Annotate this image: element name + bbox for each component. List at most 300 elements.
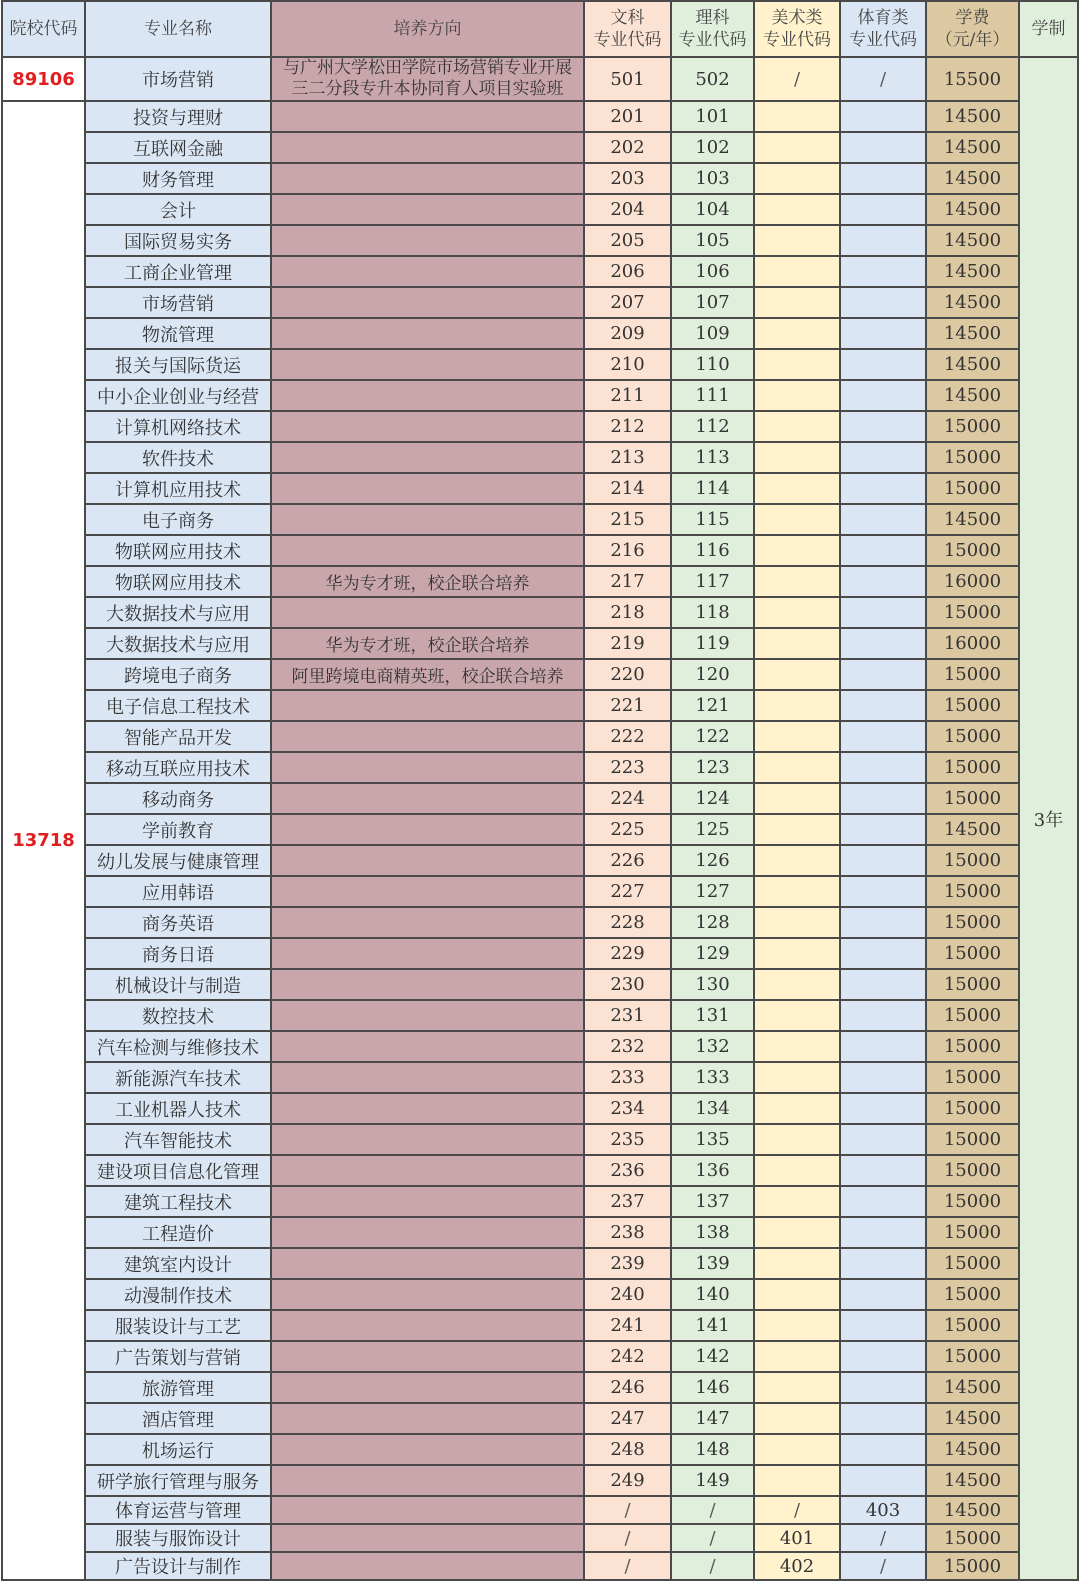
- table-row: [2, 473, 1078, 504]
- major-name-cell: 汽车智能技术: [85, 1124, 271, 1155]
- direction-cell: [271, 845, 584, 876]
- wen-code-cell: 249: [584, 1465, 671, 1496]
- table-row: [2, 349, 1078, 380]
- direction-cell: [271, 349, 584, 380]
- header-wen-code: 文科 专业代码: [584, 1, 671, 57]
- wen-code-cell: 207: [584, 287, 671, 318]
- art-code-cell: [754, 101, 840, 132]
- direction-cell: [271, 1496, 584, 1524]
- direction-cell: [271, 287, 584, 318]
- sport-code-cell: [840, 1434, 926, 1465]
- sport-code-cell: [840, 845, 926, 876]
- direction-cell: [271, 1434, 584, 1465]
- table-row: [2, 57, 1078, 101]
- li-code-cell: /: [671, 1552, 754, 1580]
- major-name-cell: 工商企业管理: [85, 256, 271, 287]
- table-row: [2, 1434, 1078, 1465]
- fee-cell: 14500: [926, 1372, 1019, 1403]
- art-code-cell: [754, 1155, 840, 1186]
- sport-code-cell: [840, 1465, 926, 1496]
- sport-code-cell: [840, 1372, 926, 1403]
- art-code-cell: [754, 1403, 840, 1434]
- art-code-cell: [754, 132, 840, 163]
- school-code-cell: 13718: [2, 101, 85, 1580]
- major-name-cell: 软件技术: [85, 442, 271, 473]
- direction-cell: [271, 721, 584, 752]
- wen-code-cell: 240: [584, 1279, 671, 1310]
- li-code-cell: 121: [671, 690, 754, 721]
- direction-cell: [271, 256, 584, 287]
- table-row: [2, 535, 1078, 566]
- wen-code-cell: 211: [584, 380, 671, 411]
- major-name-cell: 报关与国际货运: [85, 349, 271, 380]
- li-code-cell: 136: [671, 1155, 754, 1186]
- wen-code-cell: 226: [584, 845, 671, 876]
- li-code-cell: 142: [671, 1341, 754, 1372]
- wen-code-cell: 246: [584, 1372, 671, 1403]
- major-name-cell: 建设项目信息化管理: [85, 1155, 271, 1186]
- fee-cell: 14500: [926, 101, 1019, 132]
- fee-cell: 15000: [926, 721, 1019, 752]
- art-code-cell: 402: [754, 1552, 840, 1580]
- sport-code-cell: /: [840, 1524, 926, 1552]
- fee-cell: 14500: [926, 1434, 1019, 1465]
- sport-code-cell: [840, 504, 926, 535]
- art-code-cell: [754, 194, 840, 225]
- sport-code-cell: [840, 783, 926, 814]
- table-row: [2, 194, 1078, 225]
- li-code-cell: 130: [671, 969, 754, 1000]
- fee-cell: 14500: [926, 1465, 1019, 1496]
- wen-code-cell: 213: [584, 442, 671, 473]
- sport-code-cell: [840, 1217, 926, 1248]
- wen-code-cell: 209: [584, 318, 671, 349]
- wen-code-cell: 241: [584, 1310, 671, 1341]
- table-row: [2, 597, 1078, 628]
- li-code-cell: 122: [671, 721, 754, 752]
- direction-cell: [271, 1372, 584, 1403]
- major-name-cell: 幼儿发展与健康管理: [85, 845, 271, 876]
- sport-code-cell: [840, 814, 926, 845]
- sport-code-cell: [840, 287, 926, 318]
- fee-cell: 15000: [926, 1062, 1019, 1093]
- fee-cell: 15000: [926, 690, 1019, 721]
- wen-code-cell: 215: [584, 504, 671, 535]
- li-code-cell: 106: [671, 256, 754, 287]
- wen-code-cell: 205: [584, 225, 671, 256]
- wen-code-cell: 206: [584, 256, 671, 287]
- art-code-cell: [754, 690, 840, 721]
- sport-code-cell: [840, 318, 926, 349]
- table-row: [2, 566, 1078, 597]
- li-code-cell: 115: [671, 504, 754, 535]
- direction-cell: [271, 969, 584, 1000]
- li-code-cell: /: [671, 1524, 754, 1552]
- wen-code-cell: 235: [584, 1124, 671, 1155]
- major-name-cell: 中小企业创业与经营: [85, 380, 271, 411]
- fee-cell: 15000: [926, 876, 1019, 907]
- fee-cell: 14500: [926, 1403, 1019, 1434]
- direction-cell: [271, 442, 584, 473]
- direction-cell: [271, 938, 584, 969]
- direction-cell: [271, 1000, 584, 1031]
- li-code-cell: 124: [671, 783, 754, 814]
- wen-code-cell: 216: [584, 535, 671, 566]
- table-row: [2, 1496, 1078, 1524]
- major-name-cell: 广告策划与营销: [85, 1341, 271, 1372]
- table-row: [2, 1465, 1078, 1496]
- fee-cell: 15000: [926, 1217, 1019, 1248]
- header-li-code: 理科 专业代码: [671, 1, 754, 57]
- direction-cell: [271, 101, 584, 132]
- table-row: [2, 969, 1078, 1000]
- direction-cell: [271, 1093, 584, 1124]
- sport-code-cell: [840, 597, 926, 628]
- fee-cell: 15000: [926, 907, 1019, 938]
- table-row: [2, 380, 1078, 411]
- art-code-cell: [754, 442, 840, 473]
- art-code-cell: [754, 752, 840, 783]
- table-row: [2, 1000, 1078, 1031]
- wen-code-cell: 212: [584, 411, 671, 442]
- major-name-cell: 机场运行: [85, 1434, 271, 1465]
- table-row: [2, 1310, 1078, 1341]
- sport-code-cell: [840, 194, 926, 225]
- art-code-cell: [754, 1248, 840, 1279]
- major-name-cell: 服装与服饰设计: [85, 1524, 271, 1552]
- major-name-cell: 体育运营与管理: [85, 1496, 271, 1524]
- li-code-cell: 109: [671, 318, 754, 349]
- direction-cell: [271, 1524, 584, 1552]
- art-code-cell: [754, 1062, 840, 1093]
- li-code-cell: 103: [671, 163, 754, 194]
- major-name-cell: 数控技术: [85, 1000, 271, 1031]
- direction-cell: [271, 1403, 584, 1434]
- major-name-cell: 学前教育: [85, 814, 271, 845]
- fee-cell: 15000: [926, 969, 1019, 1000]
- direction-cell: [271, 907, 584, 938]
- major-name-cell: 会计: [85, 194, 271, 225]
- direction-cell: [271, 411, 584, 442]
- table-row: [2, 442, 1078, 473]
- wen-code-cell: 238: [584, 1217, 671, 1248]
- direction-cell: [271, 380, 584, 411]
- major-name-cell: 工业机器人技术: [85, 1093, 271, 1124]
- wen-code-cell: 227: [584, 876, 671, 907]
- direction-cell: 华为专才班，校企联合培养: [271, 628, 584, 659]
- direction-cell: [271, 876, 584, 907]
- fee-cell: 15500: [926, 57, 1019, 101]
- major-name-cell: 互联网金融: [85, 132, 271, 163]
- major-name-cell: 电子商务: [85, 504, 271, 535]
- wen-code-cell: 223: [584, 752, 671, 783]
- wen-code-cell: 219: [584, 628, 671, 659]
- fee-cell: 14500: [926, 256, 1019, 287]
- wen-code-cell: 247: [584, 1403, 671, 1434]
- table-row: [2, 287, 1078, 318]
- li-code-cell: 111: [671, 380, 754, 411]
- li-code-cell: 137: [671, 1186, 754, 1217]
- direction-cell: 华为专才班，校企联合培养: [271, 566, 584, 597]
- major-name-cell: 动漫制作技术: [85, 1279, 271, 1310]
- fee-cell: 14500: [926, 225, 1019, 256]
- fee-cell: 15000: [926, 1031, 1019, 1062]
- art-code-cell: [754, 535, 840, 566]
- table-row: [2, 318, 1078, 349]
- fee-cell: 15000: [926, 1186, 1019, 1217]
- fee-cell: 14500: [926, 163, 1019, 194]
- sport-code-cell: [840, 442, 926, 473]
- direction-cell: [271, 1186, 584, 1217]
- direction-cell: [271, 1124, 584, 1155]
- fee-cell: 15000: [926, 1524, 1019, 1552]
- duration-cell: 3年: [1019, 57, 1078, 1580]
- wen-code-cell: 501: [584, 57, 671, 101]
- major-name-cell: 酒店管理: [85, 1403, 271, 1434]
- li-code-cell: 148: [671, 1434, 754, 1465]
- art-code-cell: [754, 473, 840, 504]
- table-row: [2, 1186, 1078, 1217]
- major-name-cell: 建筑工程技术: [85, 1186, 271, 1217]
- direction-cell: [271, 1465, 584, 1496]
- art-code-cell: [754, 1372, 840, 1403]
- li-code-cell: 134: [671, 1093, 754, 1124]
- direction-cell: [271, 318, 584, 349]
- direction-cell: [271, 1062, 584, 1093]
- fee-cell: 15000: [926, 845, 1019, 876]
- li-code-cell: 133: [671, 1062, 754, 1093]
- fee-cell: 15000: [926, 1341, 1019, 1372]
- major-name-cell: 大数据技术与应用: [85, 597, 271, 628]
- fee-cell: 15000: [926, 1310, 1019, 1341]
- li-code-cell: 141: [671, 1310, 754, 1341]
- table-row: [2, 628, 1078, 659]
- li-code-cell: 140: [671, 1279, 754, 1310]
- fee-cell: 15000: [926, 1248, 1019, 1279]
- art-code-cell: [754, 845, 840, 876]
- major-name-cell: 工程造价: [85, 1217, 271, 1248]
- fee-cell: 15000: [926, 597, 1019, 628]
- table-row: [2, 256, 1078, 287]
- li-code-cell: 101: [671, 101, 754, 132]
- li-code-cell: 118: [671, 597, 754, 628]
- fee-cell: 15000: [926, 752, 1019, 783]
- art-code-cell: [754, 659, 840, 690]
- sport-code-cell: [840, 256, 926, 287]
- art-code-cell: [754, 1310, 840, 1341]
- fee-cell: 15000: [926, 1155, 1019, 1186]
- li-code-cell: 107: [671, 287, 754, 318]
- sport-code-cell: [840, 1248, 926, 1279]
- table-row: [2, 659, 1078, 690]
- art-code-cell: [754, 907, 840, 938]
- art-code-cell: [754, 411, 840, 442]
- wen-code-cell: 230: [584, 969, 671, 1000]
- table-row: [2, 814, 1078, 845]
- header-major-name: 专业名称: [85, 1, 271, 57]
- sport-code-cell: [840, 1341, 926, 1372]
- sport-code-cell: [840, 876, 926, 907]
- direction-cell: 与广州大学松田学院市场营销专业开展三二分段专升本协同育人项目实验班: [271, 57, 584, 101]
- major-name-cell: 物流管理: [85, 318, 271, 349]
- sport-code-cell: 403: [840, 1496, 926, 1524]
- fee-cell: 15000: [926, 1093, 1019, 1124]
- wen-code-cell: 222: [584, 721, 671, 752]
- art-code-cell: [754, 876, 840, 907]
- sport-code-cell: [840, 163, 926, 194]
- li-code-cell: 138: [671, 1217, 754, 1248]
- li-code-cell: 114: [671, 473, 754, 504]
- table-row: [2, 1155, 1078, 1186]
- direction-cell: [271, 504, 584, 535]
- wen-code-cell: 210: [584, 349, 671, 380]
- art-code-cell: [754, 628, 840, 659]
- wen-code-cell: 239: [584, 1248, 671, 1279]
- art-code-cell: /: [754, 1496, 840, 1524]
- sport-code-cell: [840, 690, 926, 721]
- sport-code-cell: [840, 752, 926, 783]
- fee-cell: 15000: [926, 1552, 1019, 1580]
- major-name-cell: 市场营销: [85, 57, 271, 101]
- sport-code-cell: [840, 1155, 926, 1186]
- direction-cell: [271, 163, 584, 194]
- table-row: [2, 504, 1078, 535]
- art-code-cell: [754, 163, 840, 194]
- art-code-cell: [754, 287, 840, 318]
- fee-cell: 15000: [926, 411, 1019, 442]
- li-code-cell: 110: [671, 349, 754, 380]
- art-code-cell: [754, 504, 840, 535]
- li-code-cell: 147: [671, 1403, 754, 1434]
- table-row: [2, 163, 1078, 194]
- art-code-cell: [754, 1031, 840, 1062]
- major-name-cell: 汽车检测与维修技术: [85, 1031, 271, 1062]
- table-row: [2, 876, 1078, 907]
- li-code-cell: 149: [671, 1465, 754, 1496]
- sport-code-cell: [840, 1124, 926, 1155]
- art-code-cell: [754, 225, 840, 256]
- wen-code-cell: 202: [584, 132, 671, 163]
- table-row: [2, 721, 1078, 752]
- sport-code-cell: [840, 566, 926, 597]
- header-school-code: 院校代码: [2, 1, 85, 57]
- fee-cell: 14500: [926, 814, 1019, 845]
- li-code-cell: 102: [671, 132, 754, 163]
- wen-code-cell: /: [584, 1552, 671, 1580]
- sport-code-cell: [840, 1310, 926, 1341]
- wen-code-cell: 217: [584, 566, 671, 597]
- wen-code-cell: 225: [584, 814, 671, 845]
- header-sport-code: 体育类 专业代码: [840, 1, 926, 57]
- fee-cell: 15000: [926, 659, 1019, 690]
- table-row: [2, 1093, 1078, 1124]
- major-name-cell: 商务日语: [85, 938, 271, 969]
- table-row: [2, 1403, 1078, 1434]
- art-code-cell: [754, 256, 840, 287]
- sport-code-cell: [840, 349, 926, 380]
- direction-cell: [271, 1217, 584, 1248]
- sport-code-cell: [840, 938, 926, 969]
- direction-cell: [271, 1031, 584, 1062]
- majors-table: [1, 0, 1079, 1581]
- table-row: [2, 1031, 1078, 1062]
- fee-cell: 15000: [926, 1124, 1019, 1155]
- major-name-cell: 移动商务: [85, 783, 271, 814]
- wen-code-cell: 237: [584, 1186, 671, 1217]
- sport-code-cell: [840, 380, 926, 411]
- li-code-cell: 104: [671, 194, 754, 225]
- major-name-cell: 建筑室内设计: [85, 1248, 271, 1279]
- art-code-cell: [754, 1217, 840, 1248]
- wen-code-cell: 232: [584, 1031, 671, 1062]
- li-code-cell: 105: [671, 225, 754, 256]
- major-name-cell: 跨境电子商务: [85, 659, 271, 690]
- table-row: [2, 1524, 1078, 1552]
- table-row: [2, 1279, 1078, 1310]
- sport-code-cell: [840, 1031, 926, 1062]
- major-name-cell: 应用韩语: [85, 876, 271, 907]
- fee-cell: 16000: [926, 628, 1019, 659]
- major-name-cell: 电子信息工程技术: [85, 690, 271, 721]
- art-code-cell: [754, 1124, 840, 1155]
- art-code-cell: [754, 1341, 840, 1372]
- major-name-cell: 新能源汽车技术: [85, 1062, 271, 1093]
- sport-code-cell: [840, 1279, 926, 1310]
- sport-code-cell: [840, 721, 926, 752]
- fee-cell: 14500: [926, 349, 1019, 380]
- direction-cell: [271, 1279, 584, 1310]
- sport-code-cell: [840, 1093, 926, 1124]
- major-name-cell: 计算机网络技术: [85, 411, 271, 442]
- major-name-cell: 旅游管理: [85, 1372, 271, 1403]
- wen-code-cell: /: [584, 1496, 671, 1524]
- major-name-cell: 机械设计与制造: [85, 969, 271, 1000]
- major-name-cell: 广告设计与制作: [85, 1552, 271, 1580]
- sport-code-cell: [840, 132, 926, 163]
- fee-cell: 15000: [926, 535, 1019, 566]
- sport-code-cell: [840, 1062, 926, 1093]
- table-row: [2, 845, 1078, 876]
- wen-code-cell: 203: [584, 163, 671, 194]
- direction-cell: [271, 535, 584, 566]
- header-direction: 培养方向: [271, 1, 584, 57]
- wen-code-cell: 242: [584, 1341, 671, 1372]
- art-code-cell: [754, 938, 840, 969]
- direction-cell: [271, 752, 584, 783]
- table-row: [2, 783, 1078, 814]
- major-name-cell: 物联网应用技术: [85, 566, 271, 597]
- art-code-cell: 401: [754, 1524, 840, 1552]
- direction-cell: [271, 1155, 584, 1186]
- wen-code-cell: 224: [584, 783, 671, 814]
- table-row: [2, 1372, 1078, 1403]
- art-code-cell: [754, 1093, 840, 1124]
- sport-code-cell: [840, 1186, 926, 1217]
- art-code-cell: [754, 349, 840, 380]
- major-name-cell: 商务英语: [85, 907, 271, 938]
- major-name-cell: 计算机应用技术: [85, 473, 271, 504]
- sport-code-cell: [840, 659, 926, 690]
- wen-code-cell: 228: [584, 907, 671, 938]
- li-code-cell: 117: [671, 566, 754, 597]
- wen-code-cell: 231: [584, 1000, 671, 1031]
- sport-code-cell: /: [840, 57, 926, 101]
- sport-code-cell: [840, 225, 926, 256]
- li-code-cell: 113: [671, 442, 754, 473]
- li-code-cell: 123: [671, 752, 754, 783]
- fee-cell: 15000: [926, 1000, 1019, 1031]
- li-code-cell: 119: [671, 628, 754, 659]
